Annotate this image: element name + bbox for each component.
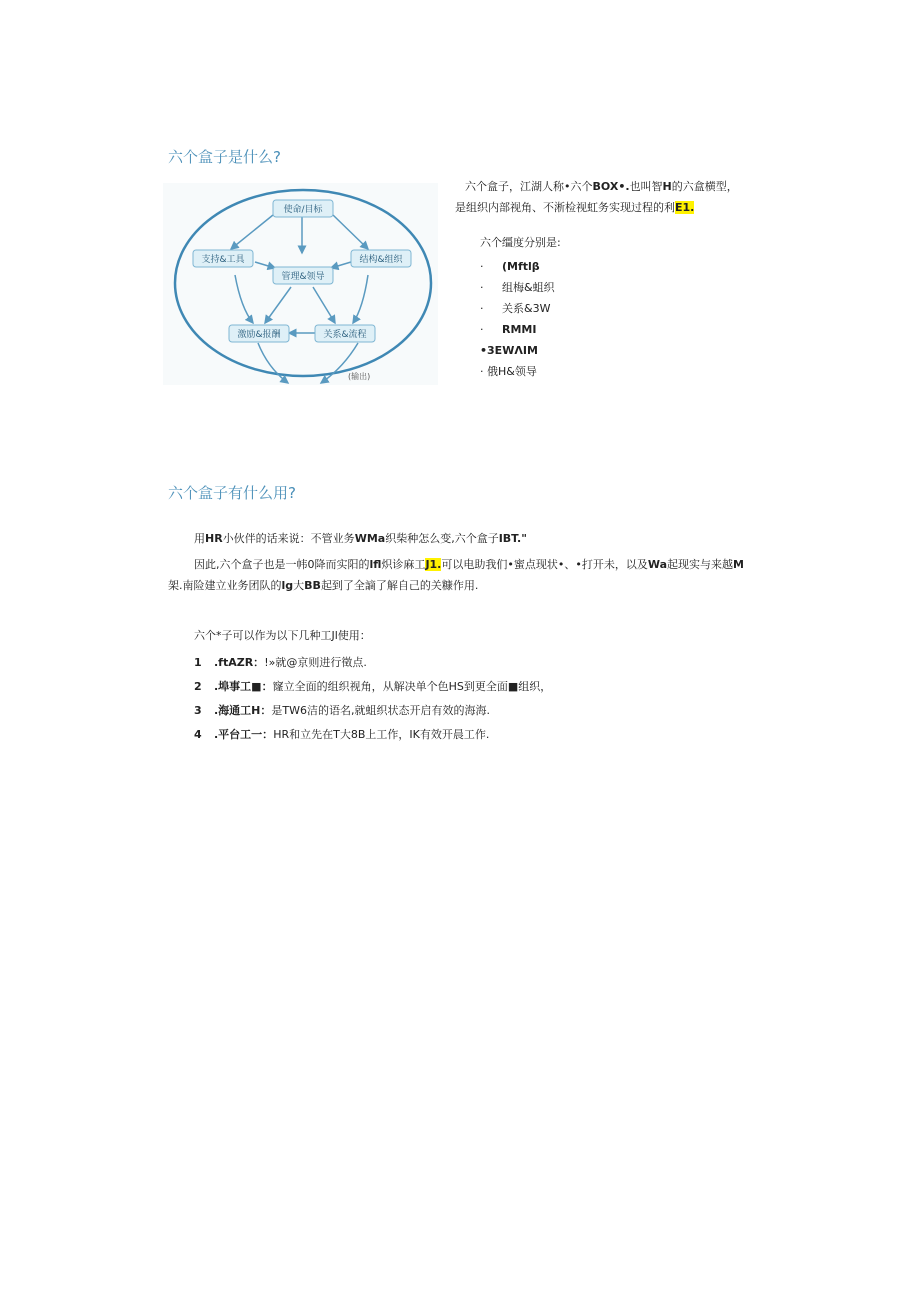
list-item: · (Mftlβ (480, 260, 540, 273)
box-mission: 使命/目标 (283, 205, 323, 215)
list-item: · 俄H&领导 (480, 365, 537, 378)
paragraph-quote: 用HR小伙伴的话来说：不管业务WMa织柴种怎么变,六个盒子IBT." (194, 532, 527, 545)
section2-heading: 六个盒子有什么用? (168, 484, 296, 502)
box-management: 管理&领导 (281, 272, 325, 282)
box-structure: 结构&组织 (359, 255, 403, 265)
list-item: · 组梅&蛆织 (480, 281, 555, 294)
list-item: •3EWΛIM (480, 344, 538, 357)
uses-list-label: 六个*子可以作为以下几种工Jl使用： (194, 629, 371, 642)
dimension-list (480, 234, 561, 382)
uses-list (194, 626, 551, 747)
box-support: 支持&工具 (201, 255, 245, 265)
list-item: 3 .海通工H：是TW6洁的语名,就蛆织状态开启有效的海海. (194, 704, 490, 717)
box-relation: 关系&流程 (323, 330, 367, 340)
list-item: 4 .平台工一：HR和立先在T大8B上工作，IK有效开晨工作. (194, 728, 490, 741)
section1-heading: 六个盒子是什么? (168, 148, 281, 166)
list-item: 2 .埠事工■：窿立全面的组织视角，从解决单个色HS到更全面■组织， (194, 680, 552, 693)
paragraph-purpose: 因此,六个盒子也是一帏0降而实阳的lfl炽诊麻工J1.可以电助我们•蜜点现状•、•打开未，以及Wa起现实与来越M架.南险建立业务团队的lg大BB起到了全謫了解自己的关糠作用. (168, 558, 744, 592)
list-item: · 关系&3W (480, 302, 551, 315)
dimension-list-label: 六个缰度分别是: (480, 236, 561, 249)
intro-text: 六个盒子，江湖人称•六个BOX•.也叫智H的六盒横型， 是组织内部视角、不淅检视虹务实现过程的利E1. (455, 180, 738, 214)
box-reward: 激励&报酬 (237, 330, 281, 340)
list-item: · RMMI (480, 323, 537, 336)
six-box-diagram (163, 183, 438, 385)
list-item: 1 .ftAZR：!»就@京则进行徵点. (194, 656, 367, 669)
output-label: (输出) (348, 372, 371, 381)
